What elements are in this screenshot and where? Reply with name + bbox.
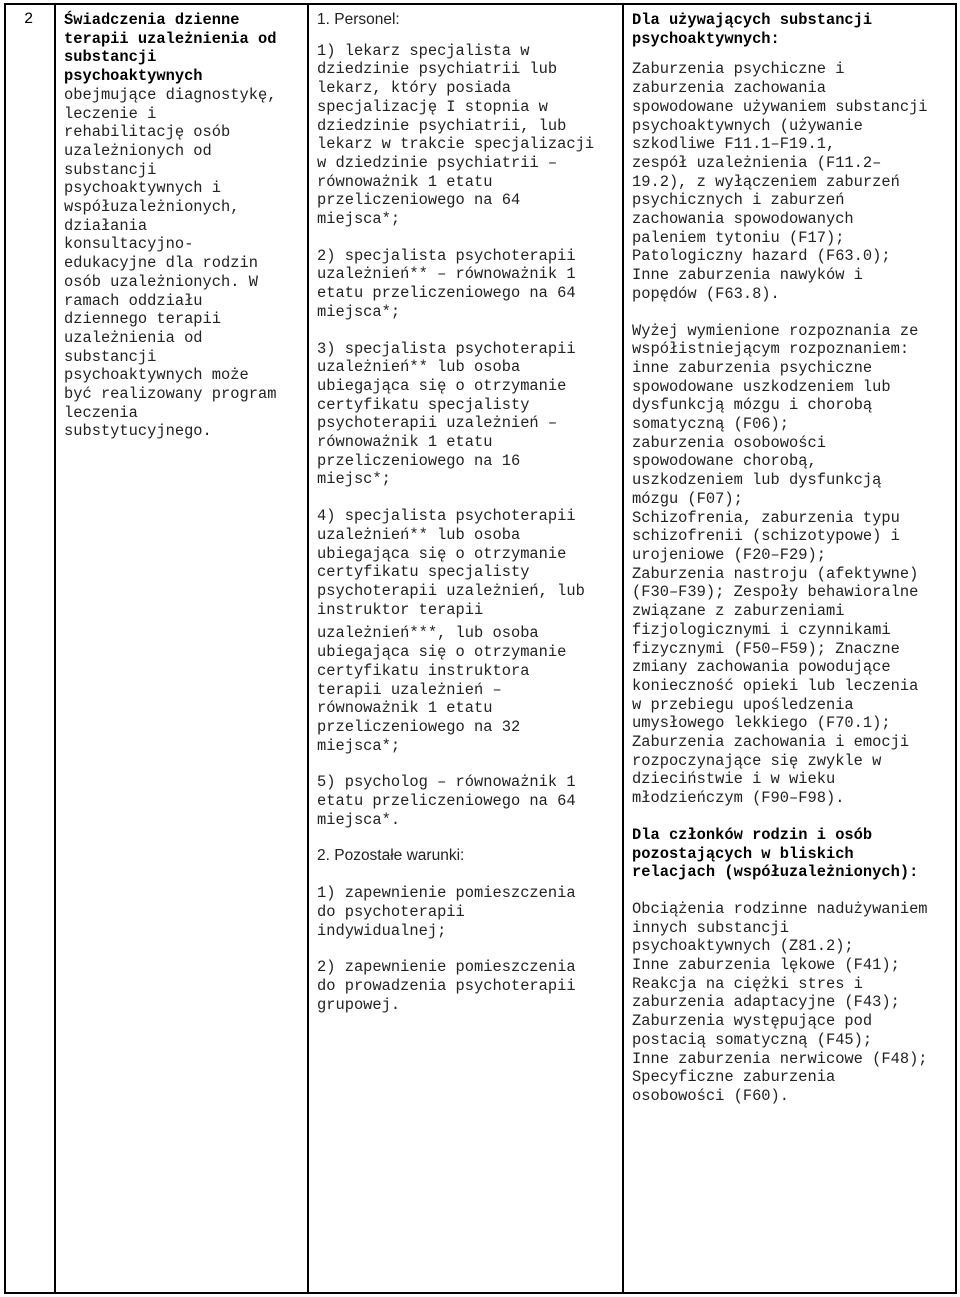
other-condition-item: 2) zapewnienie pomieszczenia do prowadzenia psychoterapii grupowej. xyxy=(317,958,576,1014)
family-heading: Dla członków rodzin i osób pozostających w bliskich relacjach (współuzależnionych): xyxy=(632,825,919,882)
users-diagnoses: Zaburzenia psychiczne i zaburzenia zachowania spowodowane używaniem substancji psychoaktywnych (używanie szkodliwe F11.1–F19.1, zespół uzależnienia (F11.2– 19.2), z wyłączeniem zaburzeń psychicznych i zaburzeń zachowania spowodowanych paleniem tytoniu (F17); Patologiczny hazard (F63.0); Inne zaburzenia nawyków i popędów (F63.8). xyxy=(632,60,928,303)
other-conditions-heading: 2. Pozostałe warunki: xyxy=(317,847,465,865)
service-description: obejmujące diagnostykę, leczenie i rehabilitację osób uzależnionych od substancji psychoaktywnych i współuzależnionych, działania konsultacyjno- edukacyjne dla rodzin osób uzależnionych. W ramach oddziału dziennego terapii uzależnienia od substancji psychoaktywnych może być realizowany program leczenia substytucyjnego. xyxy=(64,85,277,441)
family-diagnoses: Obciążenia rodzinne nadużywaniem innych substancji psychoaktywnych (Z81.2); Inne zaburzenia lękowe (F41); Reakcja na ciężki stres i zaburzenia adaptacyjne (F43); Zaburzenia występujące pod postacią somatyczną (F45); Inne zaburzenia nerwicowe (F48); Specyficzne zaburzenia osobowości (F60). xyxy=(632,899,928,1105)
staff-item: 3) specjalista psychoterapii uzależnień** lub osoba ubiegająca się o otrzymanie certyfikatu specjalisty psychoterapii uzależnień – równoważnik 1 etatu przeliczeniowego na 16 miejsc*; xyxy=(317,339,576,489)
staff-requirements-cell xyxy=(308,4,623,1293)
diagnoses-cell xyxy=(623,4,956,1293)
service-title: Świadczenia dzienne terapii uzależnienia od substancji psychoaktywnych xyxy=(64,11,277,86)
staff-heading: 1. Personel: xyxy=(317,11,400,28)
staff-item: 2) specjalista psychoterapii uzależnień** – równoważnik 1 etatu przeliczeniowego na 64 miejsca*; xyxy=(317,246,576,321)
staff-item: uzależnień***, lub osoba ubiegająca się o otrzymanie certyfikatu instruktora terapii uzależnień – równoważnik 1 etatu przeliczeniowego na 32 miejsca*; xyxy=(317,624,567,755)
service-name-cell xyxy=(55,4,308,1293)
staff-item: 5) psycholog – równoważnik 1 etatu przeliczeniowego na 64 miejsca*. xyxy=(317,773,576,829)
comorbid-diagnoses: Wyżej wymienione rozpoznania ze współistniejącym rozpoznaniem: inne zaburzenia psychiczne spowodowane uszkodzeniem lub dysfunkcją mózgu i chorobą somatyczną (F06); zaburzenia osobowości spowodowane chorobą, uszkodzeniem lub dysfunkcją mózgu (F07); Schizofrenia, zaburzenia typu schizofrenii (schizotypowe) i urojeniowe (F20–F29); Zaburzenia nastroju (afektywne) (F30–F39); Zespoły behawioralne związane z zaburzeniami fizjologicznymi i czynnikami fizycznymi (F50–F59); Znaczne zmiany zachowania powodujące konieczność opieki lub leczenia w przebiegu upośledzenia umysłowego lekkiego (F70.1); Zaburzenia zachowania i emocji rozpoczynające się zwykle w dzieciństwie i w wieku młodzieńczym (F90–F98). xyxy=(632,321,919,808)
other-condition-item: 1) zapewnienie pomieszczenia do psychoterapii indywidualnej; xyxy=(317,884,576,940)
users-heading: Dla używających substancji psychoaktywnych: xyxy=(632,11,873,48)
table-row xyxy=(5,4,956,1293)
row-number: 2 xyxy=(24,10,34,28)
staff-item: 1) lekarz specjalista w dziedzinie psychiatrii lub lekarz, który posiada specjalizację I stopnia w dziedzinie psychiatrii, lub lekarz w trakcie specjalizacji w dziedzinie psychiatrii – równoważnik 1 etatu przeliczeniowego na 64 miejsca*; xyxy=(317,41,595,229)
row-number-cell xyxy=(5,4,55,1293)
services-table xyxy=(4,3,957,1294)
staff-item: 4) specjalista psychoterapii uzależnień** lub osoba ubiegająca się o otrzymanie certyfikatu specjalisty psychoterapii uzależnień, lub instruktor terapii xyxy=(317,507,585,619)
